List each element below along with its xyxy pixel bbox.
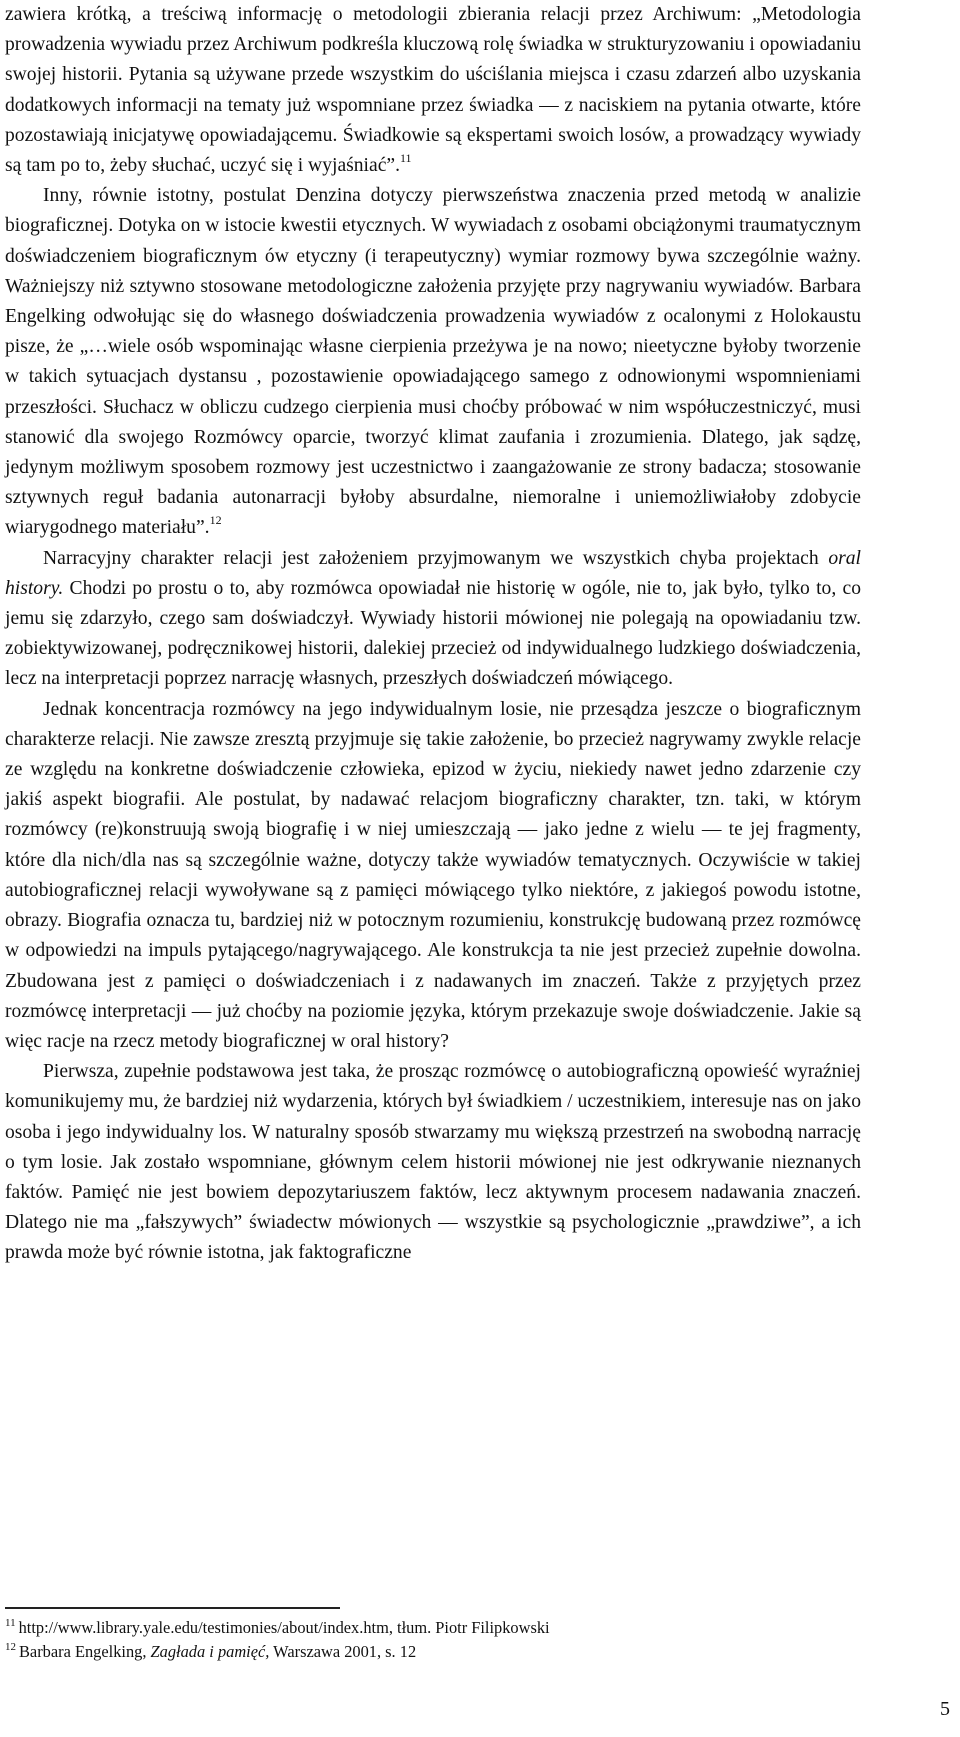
page-number: 5 bbox=[940, 1698, 950, 1720]
paragraph-3 bbox=[5, 544, 861, 695]
paragraph-2-text: Inny, równie istotny, postulat Denzina dotyczy pierwszeństwa znaczenia przed metodą w analizie biograficznej. Dotyka on w istocie kwestii etycznych. W wywiadach z osobami obciążonymi traumatycznym doświadczeniem biograficznym ów etyczny (i terapeutyczny) wymiar rozmowy bywa szczególnie ważny. Ważniejszy niż sztywno stosowane metodologiczne założenia przyjęte przy nagrywaniu wywiadów. Barbara Engelking odwołując się do własnego doświadczenia prowadzenia wywiadów z ocalonymi z Holokaustu pisze, że „…wiele osób wspominając własne cierpienia przeżywa je na nowo; nieetyczne byłoby tworzenie w takich sytuacjach dystansu , pozostawienie opowiadającego samego z odnowionymi wspomnieniami przeszłości. Słuchacz w obliczu cudzego cierpienia musi choćby próbować w nim współuczestniczyć, musi stanowić dla swojego Rozmówcy oparcie, tworzyć klimat zaufania i zrozumienia. Dlatego, jak sądzę, jedynym możliwym sposobem rozmowy jest uczestnictwo i zaangażowanie ze strony badacza; stosowanie sztywnych reguł badania autonarracji byłoby absurdalne, niemoralne i uniemożliwiałoby zdobycie wiarygodnego materiału”. bbox=[5, 185, 861, 539]
paragraph-1 bbox=[5, 0, 861, 181]
footnote-12-title: Zagłada i pamięć, bbox=[150, 1642, 270, 1661]
footnote-11 bbox=[5, 1616, 861, 1640]
paragraph-5: Pierwsza, zupełnie podstawowa jest taka, że prosząc rozmówcę o autobiograficzną opowieść wyraźniej komunikujemy mu, że bardziej niż wydarzenia, których był świadkiem / uczestnikiem, interesuje nas on jako osoba i jego indywidualny los. W naturalny sposób stwarzamy mu większą przestrzeń na swobodną narrację o tym losie. Jak zostało wspomniane, głównym celem historii mówionej nie jest odkrywanie nieznanych faktów. Pamięć nie jest bowiem depozytariuszem faktów, lecz aktywnym procesem nadawania znaczeń. Dlatego nie ma „fałszywych” świadectw mówionych ― wszystkie są psychologicznie „prawdziwe”, a ich prawda może być równie istotna, jak faktograficzne bbox=[5, 1061, 861, 1264]
footnote-12-text-b: Warszawa 2001, s. 12 bbox=[269, 1642, 417, 1661]
footnote-11-text[interactable]: http://www.library.yale.edu/testimonies/about/index.htm, tłum. Piotr Filipkowski bbox=[18, 1618, 550, 1637]
paragraph-4: Jednak koncentracja rozmówcy na jego indywidualnym losie, nie przesądza jeszcze o biograficznym charakterze relacji. Nie zawsze zresztą przyjmuje się takie założenie, bo przecież nagrywamy zwykle relacje ze względu na konkretne doświadczenie człowieka, epizod w życiu, niekiedy nawet jedno zdarzenie czy jakiś aspekt biografii. Ale postulat, by nadawać relacjom biograficzny charakter, tzn. taki, w którym rozmówcy (re)konstruują swoją biografię i w niej umieszczają ― jako jedne z wielu ― te jej fragmenty, które dla nich/dla nas są szczególnie ważne, dotyczy także wywiadów tematycznych. Oczywiście w takiej autobiograficznej relacji wywoływane są z pamięci mówiącego tylko niektóre, z jakiegoś powodu istotne, obrazy. Biografia oznacza tu, bardziej niż w potocznym rozumieniu, konstrukcję budowaną przez rozmówcę w odpowiedzi na impuls pytającego/nagrywającego. Ale konstrukcja ta nie jest przecież zupełnie dowolna. Zbudowana jest z pamięci o doświadczeniach i z nadawanych im znaczeń. Także z przyjętych przez rozmówcę interpretacji ― już choćby na poziomie języka, którym przekazuje swoje doświadczenie. Jakie są więc racje na rzecz metody biograficznej w oral history? bbox=[5, 698, 861, 1052]
paragraph-1-text: zawiera krótką, a treściwą informację o metodologii zbierania relacji przez Archiwum: „Metodologia prowadzenia wywiadu przez Archiwum podkreśla kluczową rolę świadka w strukturyzowaniu i opowiadaniu swojej historii. Pytania są używane przede wszystkim do uściślania miejsca i czasu zdarzeń albo uzyskania dodatkowych informacji na tematy już wspomniane przez świadka ― z naciskiem na pytania otwarte, które pozostawiają inicjatywę opowiadającemu. Świadkowie są ekspertami swoich losów, a prowadzący wywiady są tam po to, żeby słuchać, uczyć się i wyjaśniać”. bbox=[5, 4, 861, 177]
paragraph-3-emphasis: oral history. bbox=[5, 547, 861, 599]
footnote-separator bbox=[5, 1607, 340, 1609]
footnote-number: 11 bbox=[5, 1617, 16, 1629]
footnote-number: 12 bbox=[5, 1641, 16, 1653]
paragraph-2 bbox=[5, 181, 861, 543]
footnote-ref-12[interactable]: 12 bbox=[209, 513, 222, 528]
paragraph-3-text-b: Chodzi po prostu o to, aby rozmówca opowiadał nie historię w ogóle, nie to, jak było, tylko to, co jemu się zdarzyło, czego sam doświadczył. Wywiady historii mówionej nie polegają na opowiadaniu tzw. zobiektywizowanej, podręcznikowej historii, dalekiej przecież od indywidualnego ludzkiego doświadczenia, lecz na interpretacji poprzez narrację własnych, przeszłych doświadczeń mówiącego. bbox=[5, 577, 861, 690]
footnote-ref-11[interactable]: 11 bbox=[400, 151, 412, 166]
paragraph-3-text-a: Narracyjny charakter relacji jest założeniem przyjmowanym we wszystkich chyba projektach bbox=[43, 547, 829, 569]
document-body bbox=[5, 0, 861, 1269]
footnote-12 bbox=[5, 1640, 861, 1664]
footnote-12-text-a: Barbara Engelking, bbox=[19, 1642, 151, 1661]
footnotes bbox=[5, 1616, 861, 1664]
